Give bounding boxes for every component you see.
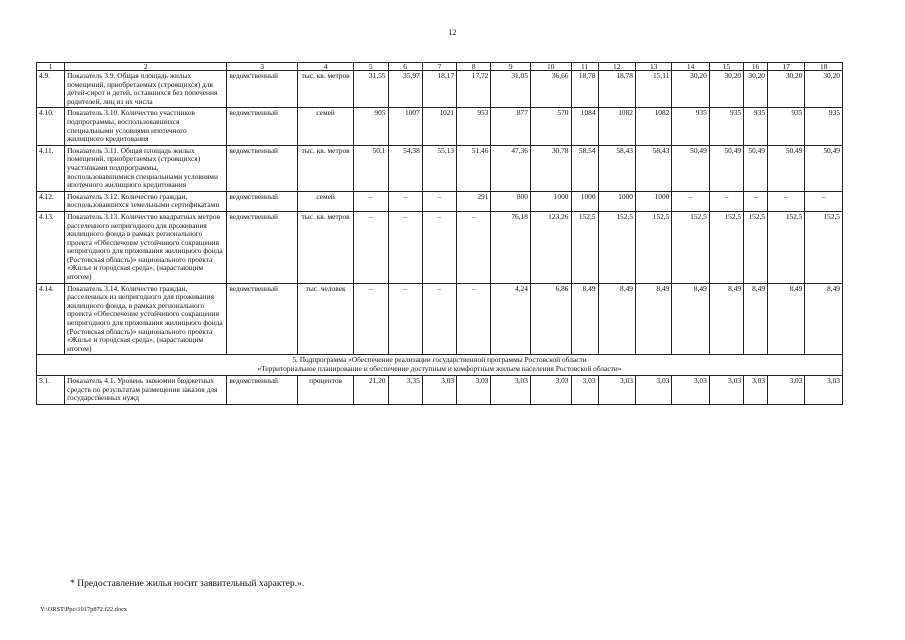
- value-cell: 15,11: [635, 71, 671, 108]
- value-cell: 17,72: [457, 71, 491, 108]
- column-header: 1: [37, 63, 65, 71]
- value-cell: 1082: [598, 108, 635, 145]
- footnote: * Предоставление жилья носит заявительный характер.».: [70, 578, 305, 589]
- section-title-line-1: 5. Подпрограмма «Обеспечение реализации государственной программы Ростовской области: [292, 355, 587, 365]
- value-cell: 1082: [635, 108, 671, 145]
- value-cell: 152,5: [744, 211, 768, 283]
- value-cell: 50,49: [672, 145, 709, 191]
- value-cell: 3,03: [635, 376, 671, 405]
- value-cell: –: [744, 191, 768, 211]
- value-cell: –: [672, 191, 709, 211]
- value-cell: 935: [744, 108, 768, 145]
- value-cell: –: [709, 191, 743, 211]
- value-cell: –: [805, 191, 843, 211]
- indicator-type: ведомственный: [227, 211, 298, 283]
- value-cell: –: [354, 283, 388, 355]
- indicator-name: Показатель 3.12. Количество граждан, воспользовавшихся земельными сертификатами: [65, 191, 227, 211]
- section-title: [37, 355, 843, 376]
- row-code: 4.9.: [37, 71, 65, 108]
- row-code: 5.1.: [37, 376, 65, 405]
- indicator-type: ведомственный: [227, 191, 298, 211]
- row-code: 4.13.: [37, 211, 65, 283]
- value-cell: 30,20: [709, 71, 743, 108]
- value-cell: 3,03: [457, 376, 491, 405]
- value-cell: 58,43: [598, 145, 635, 191]
- value-cell: 4,24: [491, 283, 531, 355]
- column-header: 3: [227, 63, 298, 71]
- value-cell: 570: [530, 108, 571, 145]
- value-cell: 31,55: [354, 71, 388, 108]
- value-cell: 8,49: [672, 283, 709, 355]
- value-cell: 36,66: [530, 71, 571, 108]
- value-cell: –: [457, 283, 491, 355]
- value-cell: –: [388, 283, 422, 355]
- value-cell: 30,78: [530, 145, 571, 191]
- column-header: 5: [354, 63, 388, 71]
- value-cell: 1000: [530, 191, 571, 211]
- value-cell: 76,18: [491, 211, 531, 283]
- indicator-type: ведомственный: [227, 283, 298, 355]
- value-cell: 8,49: [635, 283, 671, 355]
- value-cell: 3,03: [768, 376, 805, 405]
- value-cell: –: [388, 191, 422, 211]
- indicator-name: Показатель 3.14. Количество граждан, расселенных из непригодного для проживания жилищного фонда, в рамках регионального проекта «Обеспечение устойчивого сокращения непригодного для проживания жилищного фонда (Ростовская область)» национального проекта «Жилье и городская среда», (нарастающим итогом): [65, 283, 227, 355]
- value-cell: 3,03: [530, 376, 571, 405]
- value-cell: 3,35: [388, 376, 422, 405]
- value-cell: 152,5: [571, 211, 598, 283]
- indicator-name: Показатель 3.9. Общая площадь жилых помещений, приобретаемых (строящихся) для детей-сирот и детей, оставшихся без попечения родителей, лиц из их числа: [65, 71, 227, 108]
- value-cell: 3,03: [491, 376, 531, 405]
- value-cell: 30,20: [744, 71, 768, 108]
- column-header: 14: [672, 63, 709, 71]
- value-cell: 3,03: [672, 376, 709, 405]
- unit-of-measure: семей: [298, 191, 354, 211]
- value-cell: 3,03: [422, 376, 456, 405]
- value-cell: 1000: [598, 191, 635, 211]
- value-cell: 8,49: [805, 283, 843, 355]
- value-cell: 8,49: [598, 283, 635, 355]
- value-cell: 8,49: [709, 283, 743, 355]
- value-cell: 1000: [571, 191, 598, 211]
- value-cell: –: [422, 283, 456, 355]
- value-cell: 152,5: [598, 211, 635, 283]
- value-cell: 935: [709, 108, 743, 145]
- table-row: [37, 145, 843, 191]
- unit-of-measure: процентов: [298, 376, 354, 405]
- table-row: [37, 191, 843, 211]
- table-row: [37, 376, 843, 405]
- column-header: 9: [491, 63, 531, 71]
- value-cell: 1021: [422, 108, 456, 145]
- indicator-name: Показатель 4.1. Уровень экономии бюджетных средств по результатам размещения заказов для государственных нужд: [65, 376, 227, 405]
- value-cell: 877: [491, 108, 531, 145]
- value-cell: 291: [457, 191, 491, 211]
- value-cell: 50,1: [354, 145, 388, 191]
- value-cell: 3,03: [598, 376, 635, 405]
- column-header: 18: [805, 63, 843, 71]
- value-cell: 54,38: [388, 145, 422, 191]
- value-cell: 152,5: [672, 211, 709, 283]
- indicator-name: Показатель 3.10. Количество участников подпрограммы, воспользовавшихся специальными условиями ипотечного жилищного кредитования: [65, 108, 227, 145]
- value-cell: 8,49: [768, 283, 805, 355]
- column-header: 7: [422, 63, 456, 71]
- value-cell: 51,46: [457, 145, 491, 191]
- value-cell: 35,97: [388, 71, 422, 108]
- value-cell: 8,49: [744, 283, 768, 355]
- column-header: 11: [571, 63, 598, 71]
- value-cell: 935: [768, 108, 805, 145]
- unit-of-measure: тыс. кв. метров: [298, 211, 354, 283]
- value-cell: 18,78: [598, 71, 635, 108]
- value-cell: 152,5: [709, 211, 743, 283]
- row-code: 4.10.: [37, 108, 65, 145]
- value-cell: 6,86: [530, 283, 571, 355]
- value-cell: 50,49: [805, 145, 843, 191]
- value-cell: 123,26: [530, 211, 571, 283]
- indicator-name: Показатель 3.11. Общая площадь жилых помещений, приобретаемых (строящихся) участниками подпрограммы, воспользовавшимися специальными условиями ипотечного жилищного кредитования: [65, 145, 227, 191]
- table-row: [37, 71, 843, 108]
- column-header: 15: [709, 63, 743, 71]
- column-header: 6: [388, 63, 422, 71]
- unit-of-measure: тыс. кв. метров: [298, 71, 354, 108]
- value-cell: –: [354, 191, 388, 211]
- value-cell: 21,20: [354, 376, 388, 405]
- indicator-name: Показатель 3.13. Количество квадратных метров расселенного непригодного для проживания жилищного фонда в рамках регионального проекта «Обеспечение устойчивого сокращения непригодного для проживания жилищного фонда (Ростовская область)» национального проекта «Жилье и городская среда», (нарастающим итогом): [65, 211, 227, 283]
- value-cell: 905: [354, 108, 388, 145]
- value-cell: 800: [491, 191, 531, 211]
- column-header: 13: [635, 63, 671, 71]
- value-cell: 3,03: [805, 376, 843, 405]
- indicator-type: ведомственный: [227, 376, 298, 405]
- value-cell: –: [768, 191, 805, 211]
- value-cell: 1084: [571, 108, 598, 145]
- table-row: [37, 108, 843, 145]
- row-code: 4.14.: [37, 283, 65, 355]
- value-cell: –: [422, 191, 456, 211]
- column-header: 17: [768, 63, 805, 71]
- value-cell: 152,5: [805, 211, 843, 283]
- value-cell: 3,03: [571, 376, 598, 405]
- value-cell: 3,03: [709, 376, 743, 405]
- value-cell: 58,43: [635, 145, 671, 191]
- value-cell: 935: [805, 108, 843, 145]
- page-number: 12: [448, 28, 457, 37]
- row-code: 4.12.: [37, 191, 65, 211]
- header-row: [37, 63, 843, 71]
- unit-of-measure: тыс. человек: [298, 283, 354, 355]
- table-row: [37, 211, 843, 283]
- column-header: 2: [65, 63, 227, 71]
- value-cell: 953: [457, 108, 491, 145]
- indicator-type: ведомственный: [227, 145, 298, 191]
- indicator-type: ведомственный: [227, 71, 298, 108]
- value-cell: 1007: [388, 108, 422, 145]
- file-path: Y:\ORST\Ppo\1017p872.f22.docx: [40, 606, 128, 613]
- value-cell: 152,5: [635, 211, 671, 283]
- value-cell: 152,5: [768, 211, 805, 283]
- value-cell: 935: [672, 108, 709, 145]
- column-header: 4: [298, 63, 354, 71]
- column-header: 8: [457, 63, 491, 71]
- value-cell: 3,03: [744, 376, 768, 405]
- value-cell: –: [457, 211, 491, 283]
- value-cell: 8,49: [571, 283, 598, 355]
- column-header: 16: [744, 63, 768, 71]
- value-cell: 18,17: [422, 71, 456, 108]
- value-cell: 30,20: [672, 71, 709, 108]
- unit-of-measure: семей: [298, 108, 354, 145]
- unit-of-measure: тыс. кв. метров: [298, 145, 354, 191]
- column-header: 12: [598, 63, 635, 71]
- indicators-table: [36, 62, 843, 405]
- value-cell: 30,20: [768, 71, 805, 108]
- indicator-type: ведомственный: [227, 108, 298, 145]
- value-cell: 55,13: [422, 145, 456, 191]
- value-cell: –: [422, 211, 456, 283]
- table-row: [37, 283, 843, 355]
- row-code: 4.11.: [37, 145, 65, 191]
- value-cell: –: [354, 211, 388, 283]
- value-cell: 18,78: [571, 71, 598, 108]
- value-cell: –: [388, 211, 422, 283]
- section-row: [37, 355, 843, 376]
- value-cell: 58,54: [571, 145, 598, 191]
- value-cell: 50,49: [709, 145, 743, 191]
- column-header: 10: [530, 63, 571, 71]
- value-cell: 50,49: [744, 145, 768, 191]
- value-cell: 30,20: [805, 71, 843, 108]
- value-cell: 31,05: [491, 71, 531, 108]
- value-cell: 47,36: [491, 145, 531, 191]
- value-cell: 1000: [635, 191, 671, 211]
- section-title-line-2: «Территориальное планирование и обеспечение доступным и комфортным жильем населения Ростовской области»: [257, 364, 622, 374]
- value-cell: 50,49: [768, 145, 805, 191]
